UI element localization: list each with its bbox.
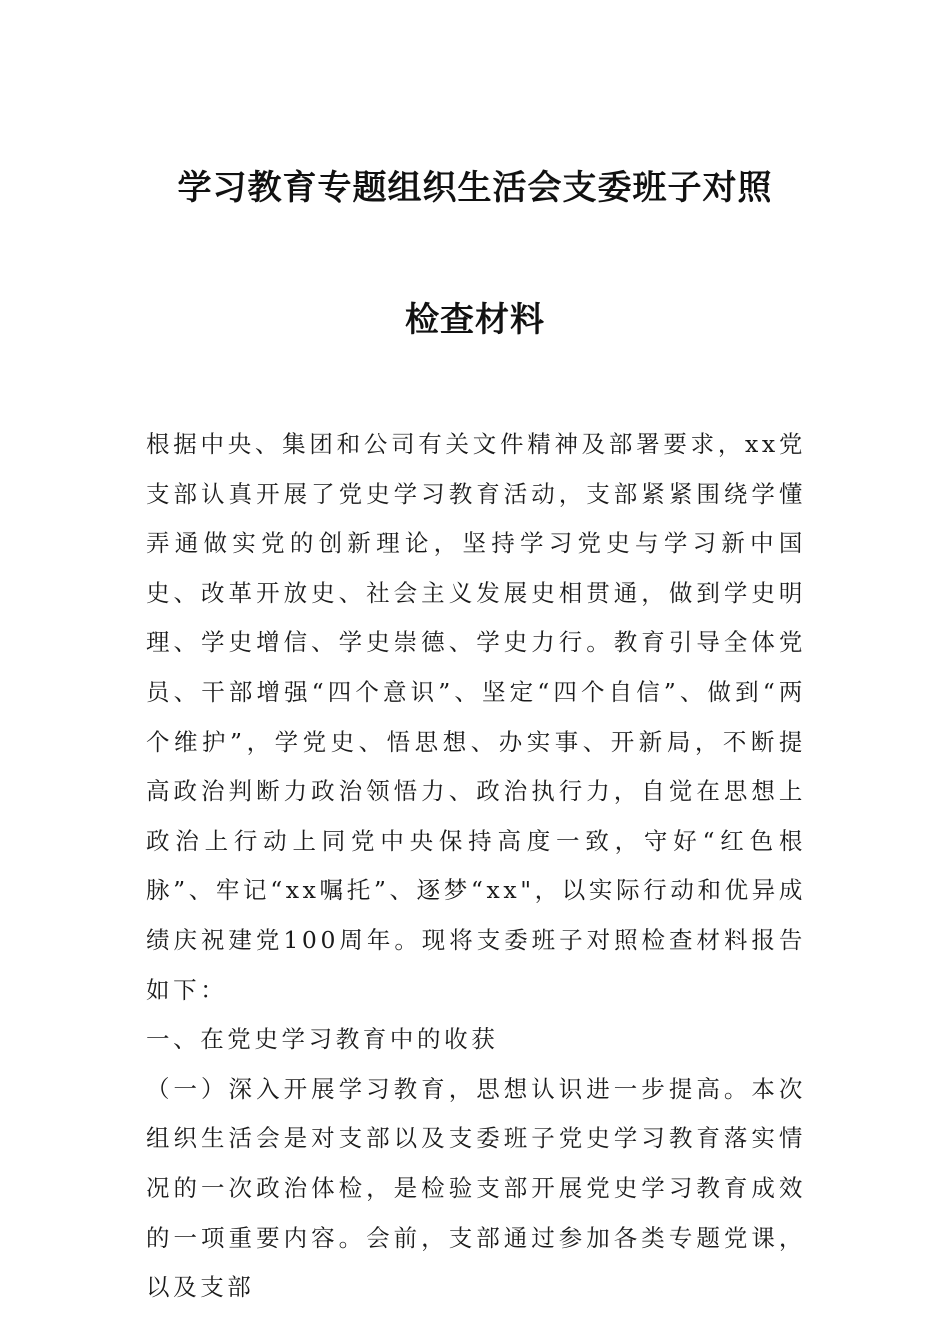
section-heading-1: 一、在党史学习教育中的收获	[146, 1025, 499, 1054]
paragraph-subsection-1: （一）深入开展学习教育，思想认识进一步提高。本次组织生活会是对支部以及支委班子党史学习教育落实情况的一次政治体检，是检验支部开展党史学习教育成效的一项重要内容。会前，支部通过参加各类专题党课，以及支部	[146, 1074, 806, 1302]
document-title-line-1: 学习教育专题组织生活会支委班子对照	[177, 168, 773, 208]
paragraph-intro: 根据中央、集团和公司有关文件精神及部署要求，xx党支部认真开展了党史学习教育活动，支部紧紧围绕学懂弄通做实党的创新理论，坚持学习党史与学习新中国史、改革开放史、社会主义发展史相贯通，做到学史明理、学史增信、学史崇德、学史力行。教育引导全体党员、干部增强“四个意识”、坚定“四个自信”、做到“两个维护”，学党史、悟思想、办实事、开新局，不断提高政治判断力政治领悟力、政治执行力，自觉在思想上政治上行动上同党中央保持高度一致，守好“红色根脉”、牢记“xx嘱托”、逐梦“xx"，以实际行动和优异成绩庆祝建党100周年。现将支委班子对照检查材料报告如下：	[146, 430, 806, 1004]
document-title-line-2: 检查材料	[405, 300, 545, 340]
document-body	[146, 420, 806, 1313]
